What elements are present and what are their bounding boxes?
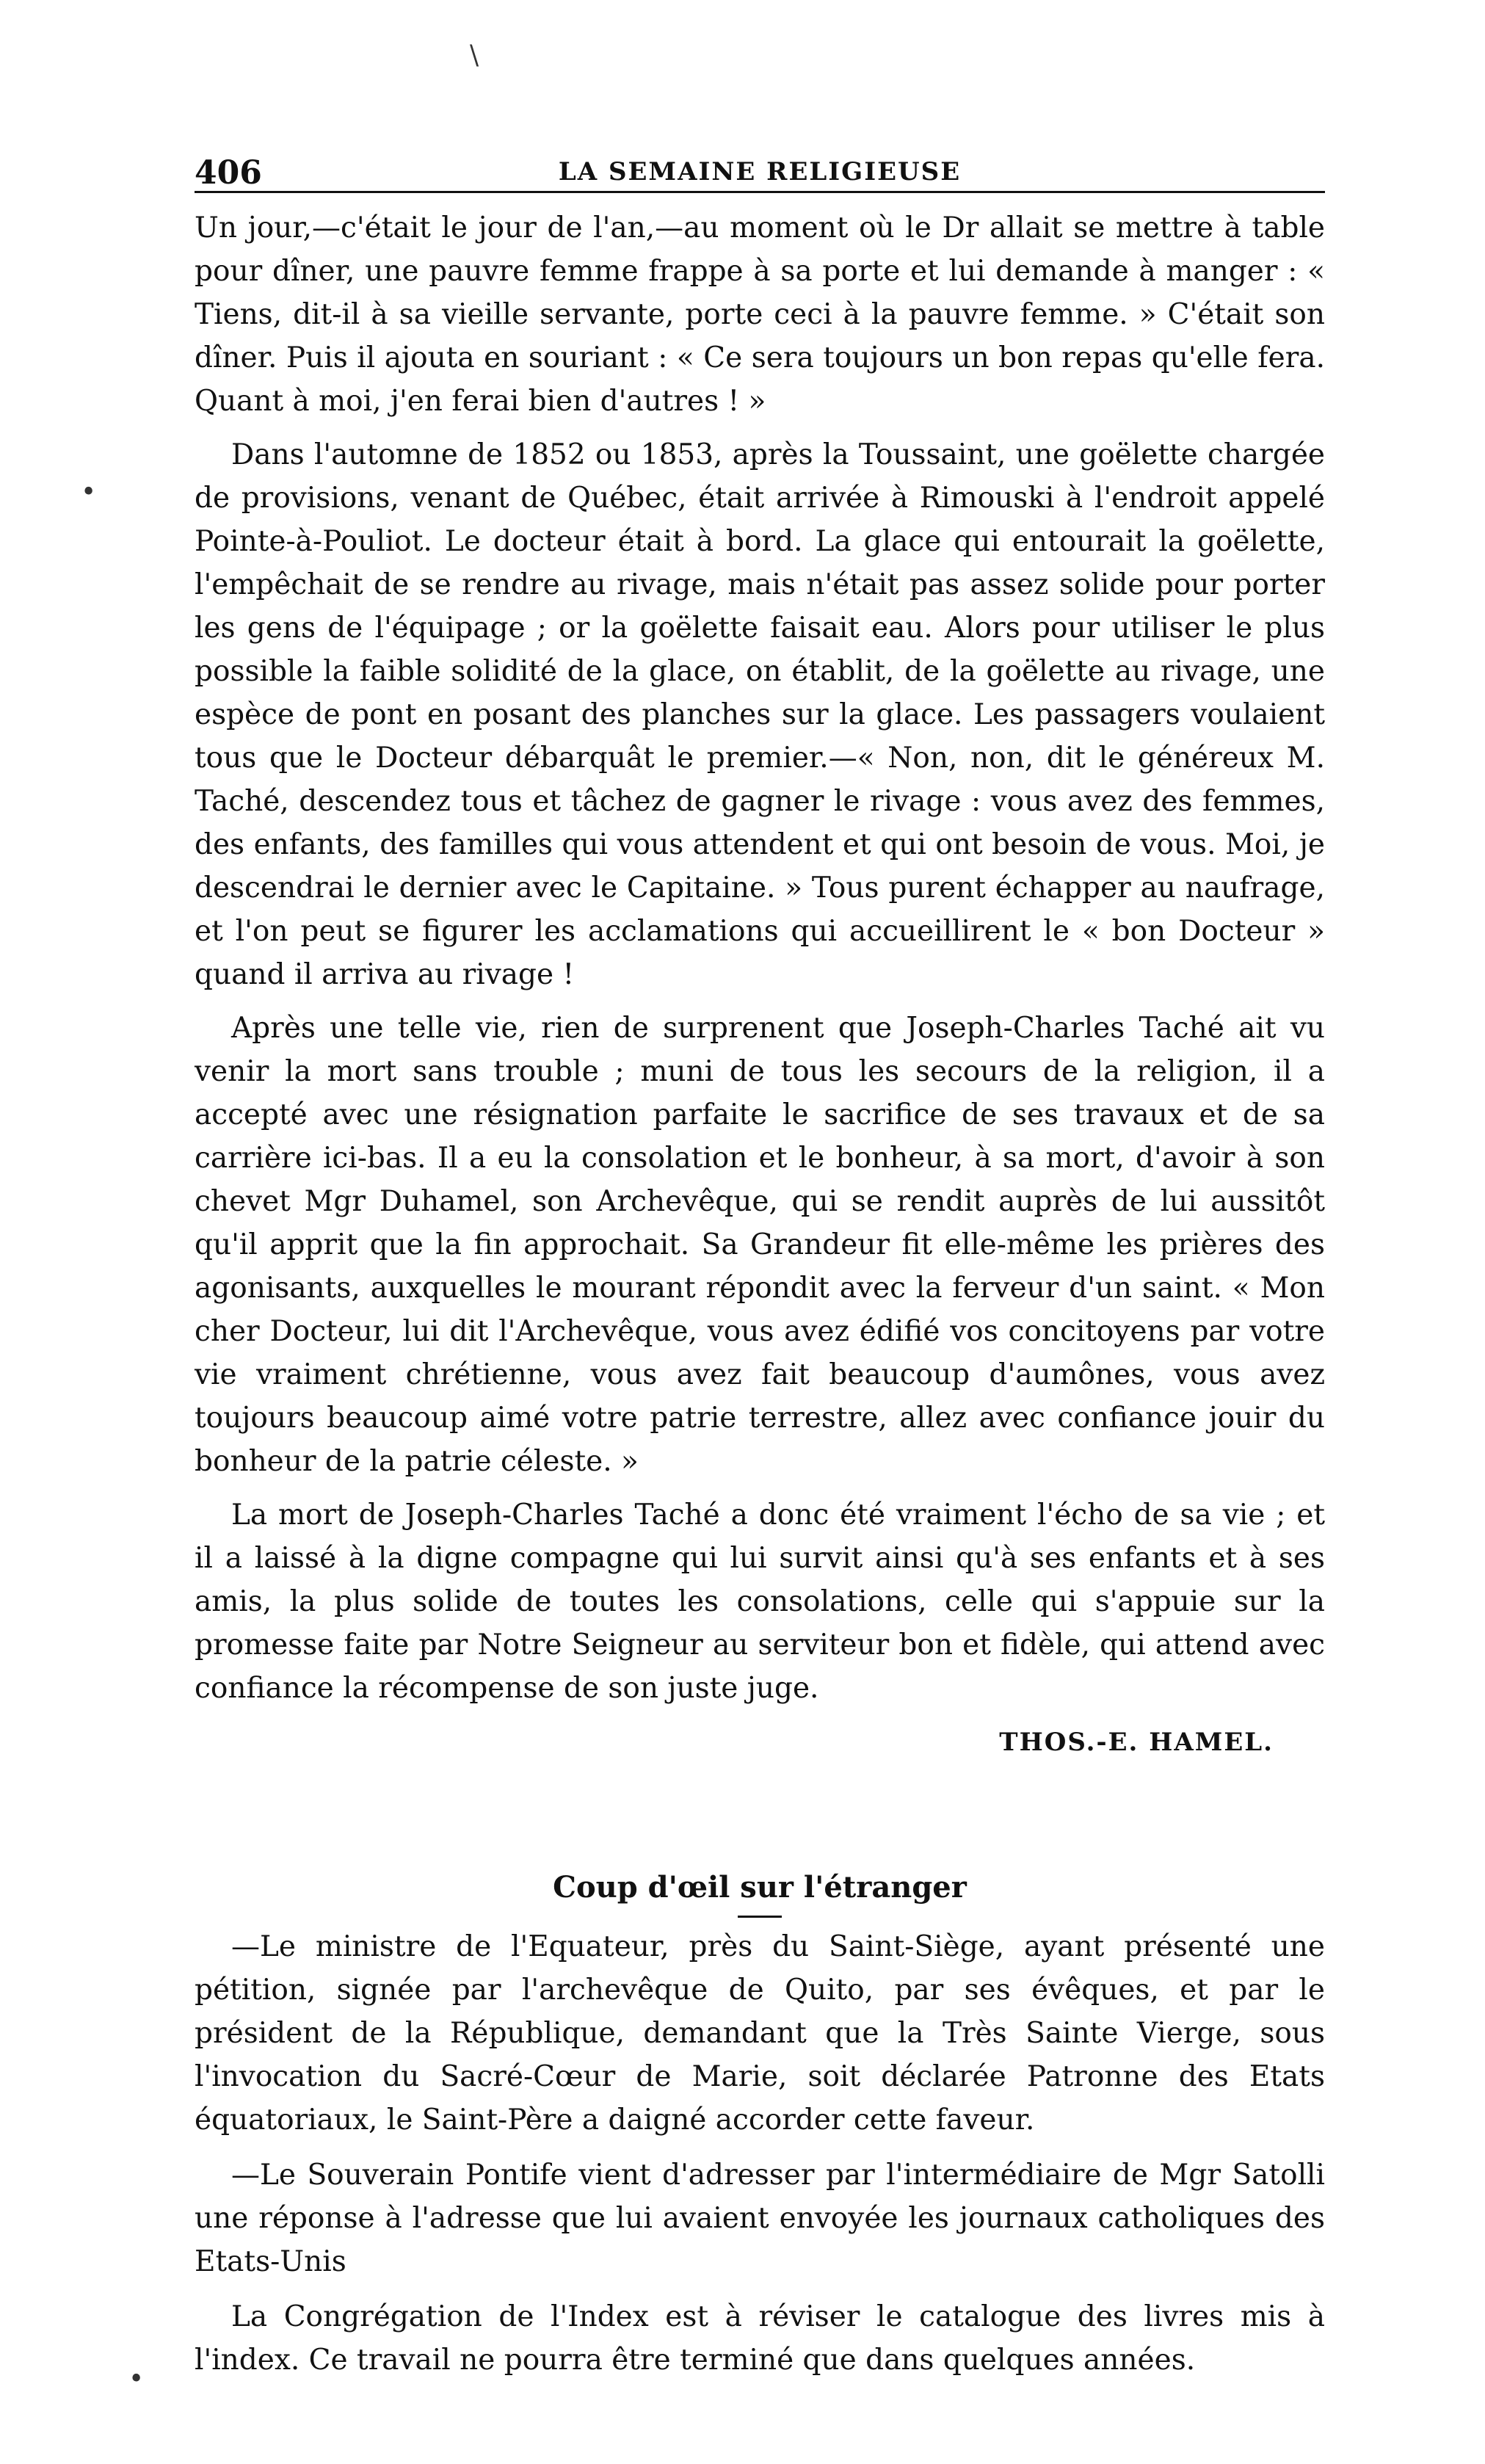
page bbox=[195, 147, 1325, 2394]
margin-speck: • bbox=[81, 477, 97, 507]
paragraph: Un jour,—c'était le jour de l'an,—au moment où le Dr allait se mettre à table pour dîner, une pauvre femme frappe à sa porte et lui demande à manger : « Tiens, dit-il à sa vieille servante, porte ceci à la pauvre femme. » C'était son dîner. Puis il ajouta en souriant : « Ce sera toujours un bon repas qu'elle fera. Quant à moi, j'en ferai bien d'autres ! » bbox=[195, 211, 1325, 418]
news-item: La Congrégation de l'Index est à réviser le catalogue des livres mis à l'index. Ce travail ne pourra être terminé que dans quelques années. bbox=[195, 2300, 1325, 2377]
article-body bbox=[195, 206, 1325, 1710]
page-number: 406 bbox=[195, 154, 262, 192]
paragraph: Dans l'automne de 1852 ou 1853, après la Toussaint, une goëlette chargée de provisions, venant de Québec, était arrivée à Rimouski à l'endroit appelé Pointe-à-Pouliot. Le docteur était à bord. La glace qui entourait la goëlette, l'empêchait de se rendre au rivage, mais n'était pas assez solide pour porter les gens de l'équipage ; or la goëlette faisait eau. Alors pour utiliser le plus possible la faible solidité de la glace, on établit, de la goëlette au rivage, une espèce de pont en posant des planches sur la glace. Les passagers voulaient tous que le Docteur débarquât le premier.—« Non, non, dit le généreux M. Taché, descendez tous et tâchez de gagner le rivage : vous avez des femmes, des enfants, des familles qui vous attendent et qui ont besoin de vous. Moi, je descendrai le dernier avec le Capitaine. » Tous purent échapper au naufrage, et l'on peut se figurer les acclamations qui accueillirent le « bon Docteur » quand il arriva au rivage ! bbox=[195, 438, 1325, 991]
news-item: —Le Souverain Pontife vient d'adresser par l'intermédiaire de Mgr Satolli une réponse à l'adresse que lui avaient envoyée les journaux catholiques des Etats-Unis bbox=[195, 2159, 1325, 2278]
section-heading: Coup d'œil sur l'étranger bbox=[553, 1870, 967, 1905]
running-title: LA SEMAINE RELIGIEUSE bbox=[558, 157, 962, 186]
paragraph: La mort de Joseph-Charles Taché a donc été vraiment l'écho de sa vie ; et il a laissé à la digne compagne qui lui survit ainsi qu'à ses enfants et à ses amis, la plus solide de toutes les consolations, celle qui s'appuie sur la promesse faite par Notre Seigneur au serviteur bon et fidèle, qui attend avec confiance la récompense de son juste juge. bbox=[195, 1499, 1325, 1705]
paragraph: Après une telle vie, rien de surprenent que Joseph-Charles Taché ait vu venir la mort sans trouble ; muni de tous les secours de la religion, il a accepté avec une résignation parfaite le sacrifice de ses travaux et de sa carrière ici-bas. Il a eu la consolation et le bonheur, à sa mort, d'avoir à son chevet Mgr Duhamel, son Archevêque, qui se rendit auprès de lui aussitôt qu'il apprit que la fin approchait. Sa Grandeur fit elle-même les prières des agonisants, auxquelles le mourant répondit avec la ferveur d'un saint. « Mon cher Docteur, lui dit l'Archevêque, vous avez édifié vos concitoyens par votre vie vraiment chrétienne, vous avez fait beaucoup d'aumônes, vous avez toujours beaucoup aimé votre patrie terrestre, allez avec confiance jouir du bonheur de la patrie céleste. » bbox=[195, 1012, 1325, 1478]
news-section bbox=[195, 1925, 1325, 2382]
margin-speck: • bbox=[128, 2364, 145, 2394]
section-divider bbox=[738, 1916, 782, 1918]
page-header bbox=[195, 147, 1325, 193]
author-signature: THOS.-E. HAMEL. bbox=[999, 1728, 1274, 1757]
scan-mark: \ bbox=[470, 40, 479, 70]
news-item: —Le ministre de l'Equateur, près du Saint-Siège, ayant présenté une pétition, signée par l'archevêque de Quito, par ses évêques, et par le président de la République, demandant que la Très Sainte Vierge, sous l'invocation du Sacré-Cœur de Marie, soit déclarée Patronne des Etats équatoriaux, le Saint-Père a daigné accorder cette faveur. bbox=[195, 1930, 1325, 2137]
